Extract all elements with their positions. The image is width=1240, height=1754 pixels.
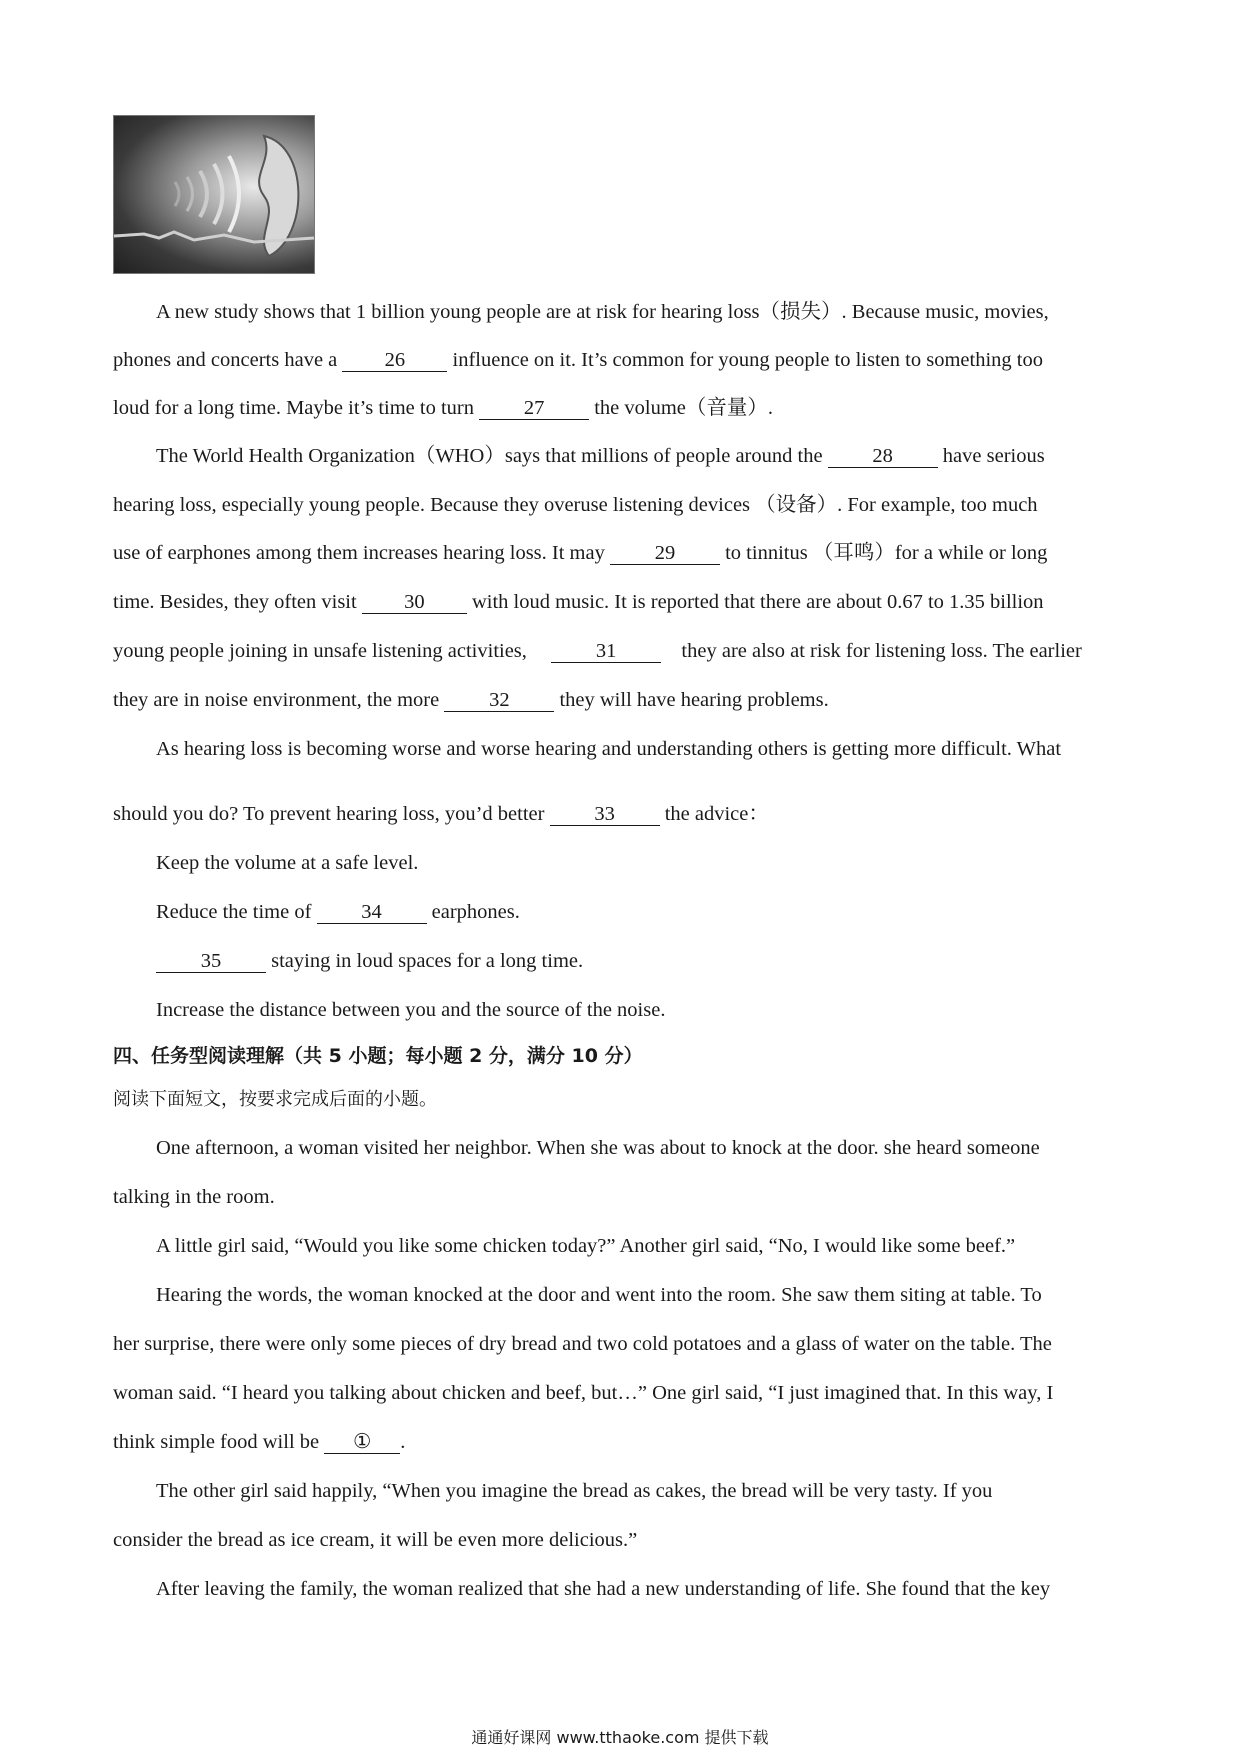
- passage2-line: consider the bread as ice cream, it will be even more delicious.”: [113, 1529, 638, 1551]
- text-segment: think simple food will be: [113, 1431, 320, 1453]
- blank-circle-1[interactable]: ①: [324, 1431, 400, 1454]
- passage2-line: After leaving the family, the woman realized that she had a new understanding of life. She found that the key: [156, 1578, 1051, 1600]
- blank-27[interactable]: 27: [479, 397, 589, 420]
- text-segment: phones and concerts have a: [113, 349, 338, 371]
- passage1-line: [113, 588, 1133, 616]
- blank-33[interactable]: 33: [550, 803, 660, 826]
- text-segment: to tinnitus （耳鸣）for a while or long: [725, 542, 1048, 564]
- text-segment: should you do? To prevent hearing loss, you’d better: [113, 803, 545, 825]
- text-segment: time. Besides, they often visit: [113, 591, 357, 613]
- page-footer: 通通好课网 www.tthaoke.com 提供下载: [471, 1728, 769, 1747]
- passage1-line: [113, 800, 1133, 828]
- passage2-line: woman said. “I heard you talking about chicken and beef, but…” One girl said, “I just imagined that. In this way, I: [113, 1382, 1054, 1404]
- blank-35[interactable]: 35: [156, 950, 266, 973]
- text-segment: the advice：: [664, 803, 769, 825]
- text-segment: they will have hearing problems.: [559, 689, 829, 711]
- text-segment: loud for a long time. Maybe it’s time to turn: [113, 397, 474, 419]
- passage1-line: [113, 346, 1133, 374]
- passage2-line: her surprise, there were only some pieces of dry bread and two cold potatoes and a glass of water on the table. The: [113, 1333, 1052, 1355]
- passage1-line: [113, 637, 1133, 665]
- passage2-line: Hearing the words, the woman knocked at the door and went into the room. She saw them siting at table. To: [156, 1284, 1042, 1306]
- text-segment: they are also at risk for listening loss. The earlier: [681, 640, 1082, 662]
- passage1-line: hearing loss, especially young people. Because they overuse listening devices （设备）. For example, too much: [113, 494, 1038, 516]
- section-heading: 四、任务型阅读理解（共 5 小题；每小题 2 分，满分 10 分）: [113, 1045, 643, 1067]
- blank-31[interactable]: 31: [551, 640, 661, 663]
- text-segment: young people joining in unsafe listening activities,: [113, 640, 527, 662]
- passage2-line: [113, 1428, 1133, 1456]
- advice-item: Increase the distance between you and the source of the noise.: [156, 999, 666, 1021]
- blank-29[interactable]: 29: [610, 542, 720, 565]
- passage2-line: A little girl said, “Would you like some chicken today?” Another girl said, “No, I would like some beef.”: [156, 1235, 1016, 1257]
- blank-32[interactable]: 32: [444, 689, 554, 712]
- text-segment: earphones.: [431, 901, 520, 923]
- text-segment: the volume（音量）.: [594, 397, 774, 419]
- ear-sound-wave-photo: [113, 115, 315, 274]
- passage1-line: As hearing loss is becoming worse and worse hearing and understanding others is getting more difficult. What: [156, 738, 1062, 760]
- text-segment: influence on it. It’s common for young people to listen to something too: [452, 349, 1043, 371]
- passage1-line: [113, 686, 1133, 714]
- blank-28[interactable]: 28: [828, 445, 938, 468]
- passage1-line: [156, 442, 1133, 470]
- passage2-line: talking in the room.: [113, 1186, 275, 1208]
- blank-30[interactable]: 30: [362, 591, 467, 614]
- passage2-line: The other girl said happily, “When you imagine the bread as cakes, the bread will be very tasty. If you: [156, 1480, 993, 1502]
- text-segment: Reduce the time of: [156, 901, 312, 923]
- passage1-line: A new study shows that 1 billion young people are at risk for hearing loss（损失）. Because music, movies,: [156, 301, 1049, 323]
- advice-item: Keep the volume at a safe level.: [156, 852, 419, 874]
- passage1-line: [113, 394, 1133, 422]
- text-segment: The World Health Organization（WHO）says that millions of people around the: [156, 445, 823, 467]
- advice-item: [156, 898, 1133, 926]
- section-instruction: 阅读下面短文，按要求完成后面的小题。: [113, 1089, 437, 1110]
- blank-34[interactable]: 34: [317, 901, 427, 924]
- text-segment: staying in loud spaces for a long time.: [271, 950, 584, 972]
- text-segment: .: [400, 1431, 406, 1453]
- advice-item: [156, 947, 1133, 975]
- text-segment: use of earphones among them increases hearing loss. It may: [113, 542, 605, 564]
- ear-sound-wave-icon: [114, 116, 314, 273]
- text-segment: with loud music. It is reported that there are about 0.67 to 1.35 billion: [471, 591, 1044, 613]
- passage1-line: [113, 539, 1133, 567]
- text-segment: have serious: [942, 445, 1045, 467]
- blank-26[interactable]: 26: [342, 349, 447, 372]
- passage2-line: One afternoon, a woman visited her neighbor. When she was about to knock at the door. she heard someone: [156, 1137, 1040, 1159]
- text-segment: they are in noise environment, the more: [113, 689, 440, 711]
